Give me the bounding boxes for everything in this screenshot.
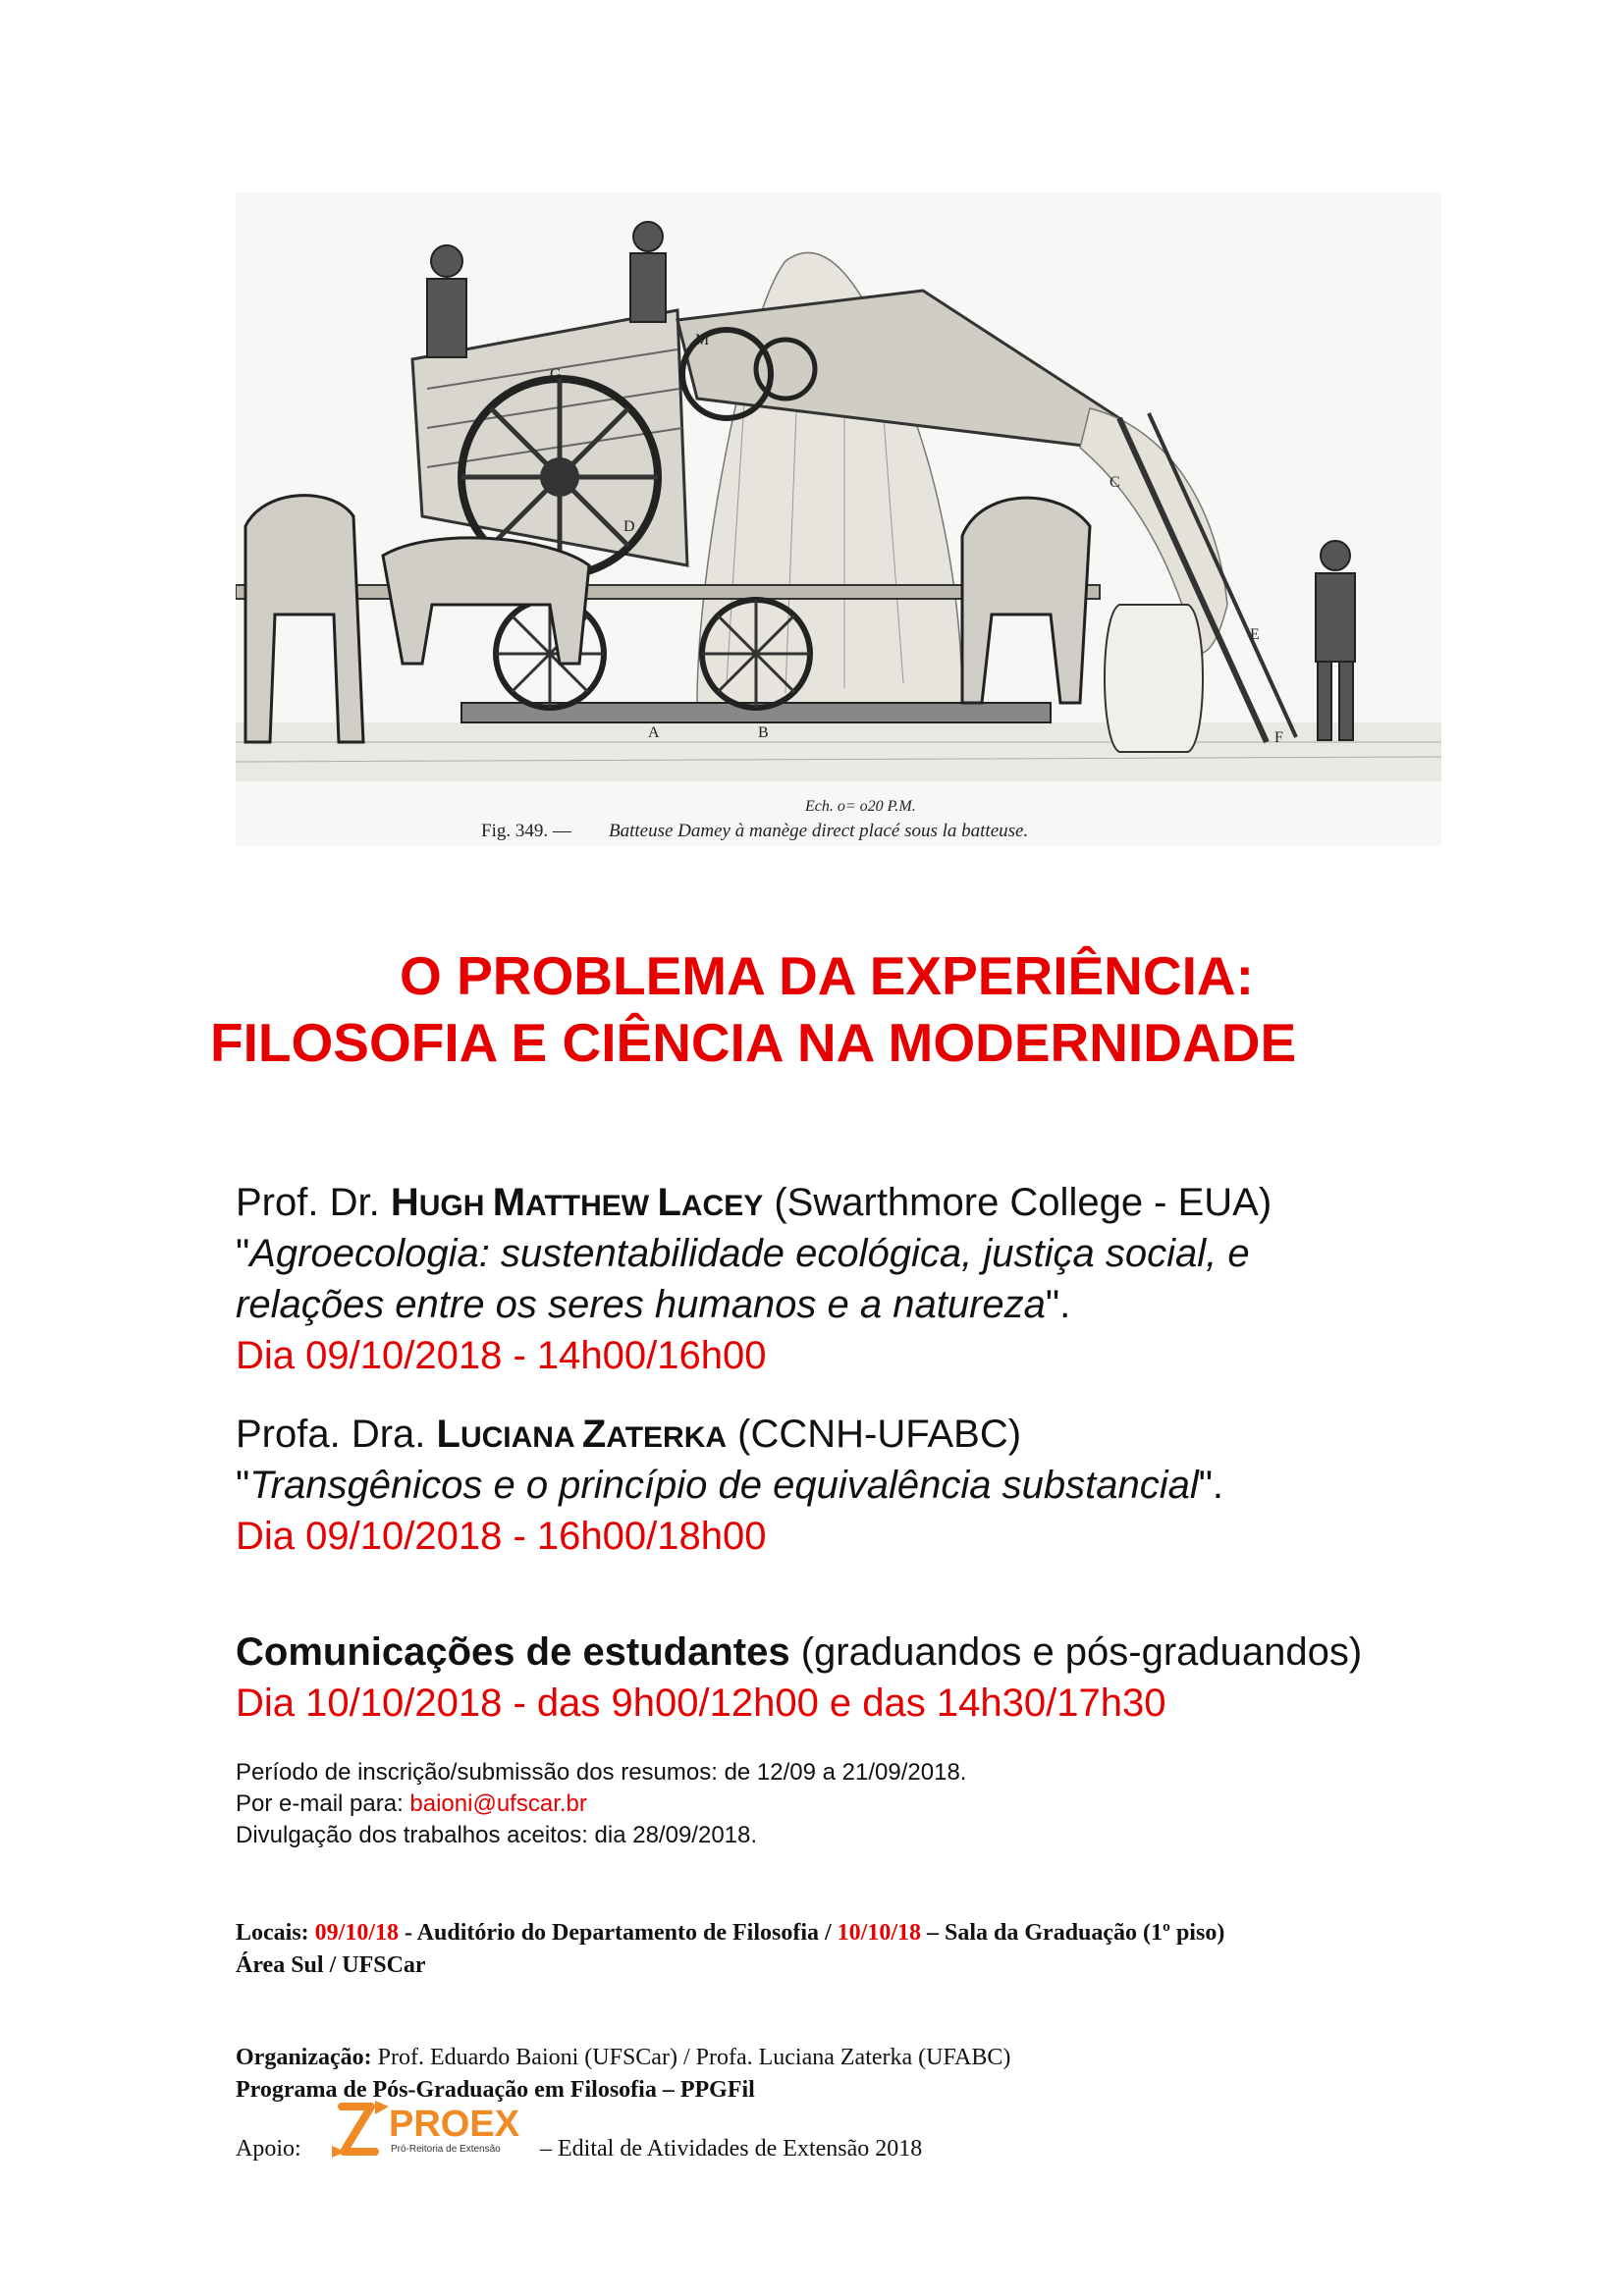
talk-2-affiliation: (CCNH-UFABC) (727, 1413, 1022, 1456)
talk-2-title-line (236, 1461, 1223, 1510)
talk-1-name-cap-3: L (657, 1181, 681, 1224)
label-e: E (1250, 626, 1260, 643)
communications-heading-note: (graduandos e pós-graduandos) (789, 1630, 1363, 1674)
talk-1-name-cap-2: M (492, 1181, 526, 1224)
email-line (236, 1789, 966, 1820)
talk-1-speaker (236, 1178, 1272, 1231)
email-link[interactable]: baioni@ufscar.br (409, 1790, 587, 1817)
threshing-machine-illustration (236, 192, 1441, 846)
talk-2-name-cap-2: Z (581, 1413, 607, 1456)
talk-1-name-rest-2: ATTHEW (525, 1190, 658, 1222)
talk-1-quote-close: ". (1045, 1283, 1071, 1326)
talk-1-title-text-1: Agroecologia: sustentabilidade ecológica, justiça social, e (249, 1232, 1250, 1275)
proex-arrow-icon (324, 2097, 540, 2163)
program-name: Programa de Pós-Graduação em Filosofia – PPGFil (236, 2077, 755, 2103)
apoio-block (236, 2097, 1119, 2165)
illustration-caption-fig: Fig. 349. — (481, 821, 571, 841)
label-c: C (1110, 474, 1120, 491)
talk-2-date: Dia 09/10/2018 - 16h00/18h00 (236, 1515, 767, 1558)
registration-notes (236, 1757, 966, 1851)
locais-date-2: 10/10/18 (837, 1920, 922, 1946)
talk-1-quote-open: " (236, 1232, 250, 1275)
locais-date-1: 09/10/18 (314, 1920, 400, 1946)
talk-2-name-rest-2: ATERKA (606, 1421, 728, 1454)
communications-date: Dia 10/10/2018 - das 9h00/12h00 e das 14h30/17h30 (236, 1682, 1166, 1725)
proex-logo (324, 2097, 540, 2163)
talk-2-name-rest-1: UCIANA (460, 1421, 582, 1454)
title-line-1: O PROBLEMA DA EXPERIÊNCIA: (400, 945, 1254, 1006)
talk-2-name-cap-1: L (436, 1413, 460, 1456)
talk-1-title-text-2: relações entre os seres humanos e a natureza (236, 1283, 1046, 1326)
organizacao-names: Prof. Eduardo Baioni (UFSCar) / Profa. Luciana Zaterka (UFABC) (371, 2045, 1011, 2070)
talk-2-speaker (236, 1410, 1021, 1463)
talk-2-quote-open: " (236, 1464, 250, 1507)
communications-heading (236, 1628, 1362, 1677)
proex-logo-text: PROEX (389, 2104, 520, 2145)
talk-1-title-line-2 (236, 1280, 1070, 1329)
illustration-caption: Batteuse Damey à manège direct placé sous la batteuse. (609, 821, 1029, 841)
label-m: M (695, 332, 710, 348)
organizacao-label: Organização: (236, 2045, 372, 2070)
label-a: A (648, 724, 660, 741)
label-f: F (1274, 729, 1283, 746)
label-d: D (623, 518, 635, 535)
apoio-label: Apoio: (236, 2136, 301, 2162)
talk-1-name-rest-3: ACEY (680, 1190, 764, 1222)
talk-2-title-text: Transgênicos e o princípio de equivalência substancial (249, 1464, 1199, 1507)
talk-1-prefix: Prof. Dr. (236, 1181, 391, 1224)
label-b: B (758, 724, 769, 741)
communications-heading-bold: Comunicações de estudantes (236, 1630, 790, 1674)
registration-period: Período de inscrição/submissão dos resumos: de 12/09 a 21/09/2018. (236, 1759, 967, 1786)
talk-2-prefix: Profa. Dra. (236, 1413, 437, 1456)
talk-1-date: Dia 09/10/2018 - 14h00/16h00 (236, 1334, 767, 1377)
talk-1-name-rest-1: UGH (418, 1190, 493, 1222)
illustration-scale-note: Ech. o= o20 P.M. (805, 798, 916, 815)
talk-1-affiliation: (Swarthmore College - EUA) (763, 1181, 1272, 1224)
results-date: Divulgação dos trabalhos aceitos: dia 28/09/2018. (236, 1822, 758, 1848)
title-line-2: FILOSOFIA E CIÊNCIA NA MODERNIDADE (210, 1012, 1297, 1073)
label-g: G (550, 366, 562, 383)
locais-place-1: - Auditório do Departamento de Filosofia / (399, 1920, 838, 1946)
locais-block (236, 1917, 1224, 1982)
apoio-edital: – Edital de Atividades de Extensão 2018 (540, 2136, 923, 2162)
talk-1-title-line-1 (236, 1229, 1250, 1278)
talk-1-name-cap-1: H (390, 1181, 419, 1224)
locais-place-2: – Sala da Graduação (1º piso) (921, 1920, 1225, 1946)
proex-logo-subtitle: Pró-Reitoria de Extensão (391, 2144, 501, 2155)
email-prefix: Por e-mail para: (236, 1790, 410, 1817)
talk-2-quote-close: ". (1198, 1464, 1224, 1507)
locais-line-2: Área Sul / UFSCar (236, 1952, 426, 1978)
locais-label: Locais: (236, 1920, 309, 1946)
